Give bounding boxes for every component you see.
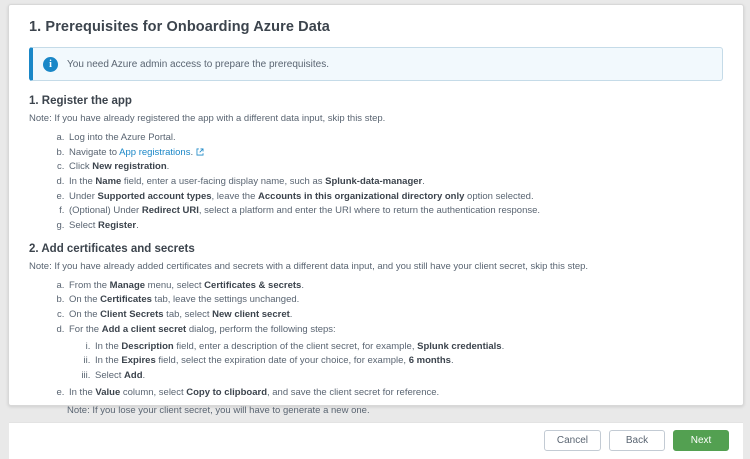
emphasis-text: Manage <box>109 279 146 291</box>
step-text: option selected. <box>464 190 534 202</box>
step-text: , select a platform and enter the URI where to return the authentication response. <box>198 205 541 217</box>
step-text: Log into the Azure Portal. <box>69 131 176 143</box>
external-link-icon <box>196 147 204 162</box>
list-item <box>67 308 723 323</box>
list-item <box>67 175 723 190</box>
step-text: . <box>501 340 505 352</box>
step-text: field, enter a description of the client secret, for example, <box>173 340 418 352</box>
list-item <box>93 340 723 355</box>
page-title: 1. Prerequisites for Onboarding Azure Data <box>29 19 330 35</box>
step-text: In the <box>69 386 96 398</box>
step-text: Navigate to <box>69 146 120 158</box>
wizard-dialog <box>8 4 744 447</box>
step-text: In the <box>69 175 96 187</box>
list-item <box>93 369 723 384</box>
back-button[interactable]: Back <box>609 430 665 451</box>
step-text: . <box>422 175 425 187</box>
cancel-button[interactable]: Cancel <box>544 430 601 451</box>
list-item <box>67 204 723 219</box>
section-heading: 2. Add certificates and secrets <box>29 242 195 255</box>
step-text: In the <box>95 340 122 352</box>
section-register-the-app <box>29 95 723 234</box>
list-item <box>67 160 723 175</box>
list-item <box>67 190 723 205</box>
step-text: Click <box>69 161 93 173</box>
emphasis-text: Copy to clipboard <box>186 386 267 398</box>
list-item <box>67 146 723 161</box>
section-note: Note: If you have already registered the app with a different data input, skip this step. <box>29 113 386 124</box>
section-footer-note: Note: If you lose your client secret, you will have to generate a new one. <box>67 405 370 417</box>
dialog-content <box>9 5 743 422</box>
step-text: dialog, perform the following steps: <box>186 323 336 335</box>
step-text: Select <box>69 220 99 232</box>
emphasis-text: New client secret <box>212 309 290 321</box>
emphasis-text: Certificates & secrets <box>204 279 302 291</box>
step-text: column, select <box>120 386 187 398</box>
step-text: tab, select <box>163 309 213 321</box>
step-text: Under <box>69 190 98 202</box>
list-item <box>67 323 723 384</box>
step-text: On the <box>69 309 101 321</box>
step-text: . <box>190 146 194 158</box>
step-text: . <box>289 309 293 321</box>
step-text: For the <box>69 323 102 335</box>
list-item <box>93 354 723 369</box>
emphasis-text: Name <box>95 175 122 187</box>
emphasis-text: Register <box>98 220 137 232</box>
section-note: Note: If you have already added certificates and secrets with a different data input, and you still have your client secret, skip this step. <box>29 260 589 272</box>
step-text: . <box>142 369 146 381</box>
step-text: From the <box>69 279 110 291</box>
list-item <box>67 131 723 146</box>
step-text: , leave the <box>211 190 259 202</box>
step-list <box>29 279 723 401</box>
emphasis-text: Accounts in this organizational directory only <box>258 190 465 202</box>
step-text: tab, leave the settings unchanged. <box>151 294 300 306</box>
list-item <box>67 219 723 234</box>
dialog-footer <box>9 422 743 459</box>
emphasis-text: Add <box>124 369 143 381</box>
emphasis-text: Splunk credentials <box>417 340 502 352</box>
step-text: . <box>301 279 304 291</box>
step-list <box>29 131 723 234</box>
emphasis-text: Redirect URI <box>141 205 199 217</box>
emphasis-text: Splunk-data-manager <box>325 175 423 187</box>
section-add-certificates-and-secrets <box>29 243 723 418</box>
step-text: . <box>166 161 170 173</box>
list-item <box>67 279 723 294</box>
info-icon: i <box>43 57 58 72</box>
emphasis-text: New registration <box>92 161 167 173</box>
list-item <box>67 386 723 401</box>
emphasis-text: Value <box>95 386 121 398</box>
info-banner <box>29 47 723 81</box>
emphasis-text: Expires <box>121 355 156 367</box>
step-text: . <box>136 220 139 232</box>
emphasis-text: Certificates <box>100 294 152 306</box>
list-item <box>67 293 723 308</box>
step-text: menu, select <box>145 279 205 291</box>
step-text: , and save the client secret for reference. <box>267 386 440 398</box>
section-heading: 1. Register the app <box>29 95 132 107</box>
step-text: On the <box>69 294 101 306</box>
emphasis-text: Supported account types <box>97 190 212 202</box>
step-text: (Optional) Under <box>69 205 142 217</box>
app-registrations-link[interactable]: App registrations <box>119 146 191 158</box>
emphasis-text: Add a client secret <box>101 323 187 335</box>
emphasis-text: 6 months <box>408 355 451 367</box>
info-banner-text: You need Azure admin access to prepare the prerequisites. <box>67 58 330 70</box>
next-button[interactable]: Next <box>673 430 729 451</box>
step-text: Select <box>95 369 125 381</box>
emphasis-text: Description <box>121 340 174 352</box>
step-text: In the <box>95 355 122 367</box>
step-text: field, enter a user-facing display name, such as <box>121 175 326 187</box>
step-text: . <box>450 355 454 367</box>
substep-list <box>69 340 723 384</box>
step-text: field, select the expiration date of your choice, for example, <box>155 355 409 367</box>
emphasis-text: Client Secrets <box>100 309 164 321</box>
